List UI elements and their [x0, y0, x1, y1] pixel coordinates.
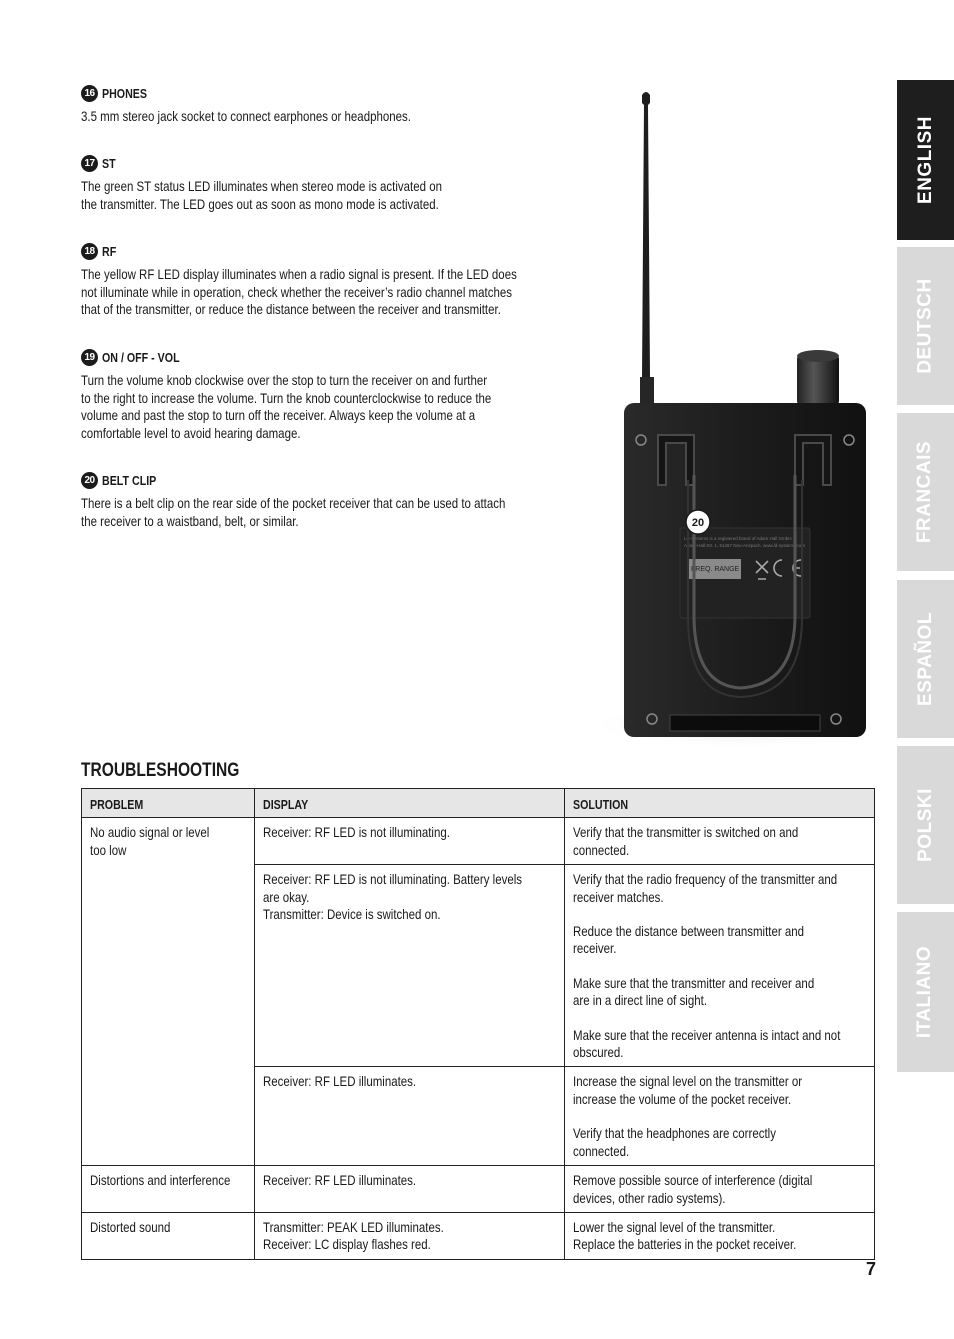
solution-cell: Increase the signal level on the transmitter or increase the volume of the pocket receiver. Verify that the headphones are correctly connected.	[565, 1067, 875, 1166]
fine-print: Adam-Hall-Str. 1, 61267 Neu-Anspach, www.ld-systems.com	[684, 543, 806, 548]
troubleshooting-heading: TROUBLESHOOTING	[81, 760, 240, 781]
section-belt-clip	[81, 471, 641, 530]
callout-number: 20	[691, 517, 705, 529]
problem-cell: Distorted sound	[82, 1212, 255, 1259]
display-cell: Transmitter: PEAK LED illuminates. Receiver: LC display flashes red.	[255, 1212, 565, 1259]
section-st	[81, 154, 641, 213]
tab-polski[interactable]: POLSKI	[897, 746, 954, 904]
tab-francais[interactable]: FRANCAIS	[897, 413, 954, 571]
volume-knob	[797, 350, 839, 405]
section-title: BELT CLIP	[102, 472, 157, 488]
section-body: The green ST status LED illuminates when stereo mode is activated on the transmitter. The LED goes out as soon as mono mode is activated.	[81, 178, 442, 212]
pocket-receiver-illustration	[590, 85, 890, 755]
callout-20	[686, 510, 710, 534]
section-body: The yellow RF LED display illuminates when a radio signal is present. If the LED does not illuminate while in operation, check whether the receiver’s radio channel matches that of the transmitter, or reduce the distance between the receiver and transmitter.	[81, 266, 517, 318]
section-number-badge: 16	[81, 85, 98, 102]
tab-english[interactable]: ENGLISH	[897, 80, 954, 240]
solution-cell: Verify that the radio frequency of the transmitter and receiver matches. Reduce the distance between transmitter and receiver. Make sure that the transmitter and receiver and are in a direct line of sight. Make sure that the receiver antenna is intact and not obscured.	[565, 865, 875, 1067]
problem-cell: Distortions and interference	[82, 1166, 255, 1213]
section-on-off-vol	[81, 348, 641, 442]
solution-cell: Remove possible source of interference (digital devices, other radio systems).	[565, 1166, 875, 1213]
tab-espanol[interactable]: ESPAÑOL	[897, 580, 954, 738]
battery-compartment	[670, 715, 820, 731]
section-body: Turn the volume knob clockwise over the stop to turn the receiver on and further to the right to increase the volume. Turn the knob counterclockwise to reduce the volume and past the stop to turn off the receiver. Always keep the volume at a comfortable level to avoid hearing damage.	[81, 372, 492, 441]
tab-deutsch[interactable]: DEUTSCH	[897, 247, 954, 405]
section-body: 3.5 mm stereo jack socket to connect earphones or headphones.	[81, 108, 411, 124]
display-cell: Receiver: RF LED is not illuminating.	[255, 818, 565, 865]
problem-cell: No audio signal or level too low	[82, 818, 255, 1166]
column-header-display: DISPLAY	[255, 789, 565, 818]
display-cell: Receiver: RF LED illuminates.	[255, 1067, 565, 1166]
solution-cell: Verify that the transmitter is switched on and connected.	[565, 818, 875, 865]
display-cell: Receiver: RF LED illuminates.	[255, 1166, 565, 1213]
section-body: There is a belt clip on the rear side of the pocket receiver that can be used to attach the receiver to a waistband, belt, or similar.	[81, 495, 506, 529]
tab-italiano[interactable]: ITALIANO	[897, 912, 954, 1072]
display-cell: Receiver: RF LED is not illuminating. Battery levels are okay. Transmitter: Device is switched on.	[255, 865, 565, 1067]
table-row	[82, 1166, 875, 1213]
section-rf	[81, 242, 641, 319]
section-title: ON / OFF - VOL	[102, 349, 180, 365]
column-header-solution: SOLUTION	[565, 789, 875, 818]
table-header-row	[82, 789, 875, 818]
section-number-badge: 18	[81, 243, 98, 260]
troubleshooting-table	[81, 788, 875, 1260]
section-title: RF	[102, 243, 117, 259]
solution-cell: Lower the signal level of the transmitter. Replace the batteries in the pocket receiver.	[565, 1212, 875, 1259]
section-title: ST	[102, 155, 116, 171]
section-number-badge: 19	[81, 349, 98, 366]
fine-print: LD Systems is a registered brand of Adam Hall GmbH	[684, 536, 792, 541]
table-row	[82, 1212, 875, 1259]
section-title: PHONES	[102, 85, 148, 101]
table-row	[82, 818, 875, 865]
section-phones	[81, 84, 641, 126]
page-number: 7	[866, 1259, 877, 1279]
freq-range-text: FREQ. RANGE	[691, 566, 740, 573]
section-number-badge: 20	[81, 472, 98, 489]
section-number-badge: 17	[81, 155, 98, 172]
column-header-problem: PROBLEM	[82, 789, 255, 818]
antenna	[640, 92, 654, 407]
